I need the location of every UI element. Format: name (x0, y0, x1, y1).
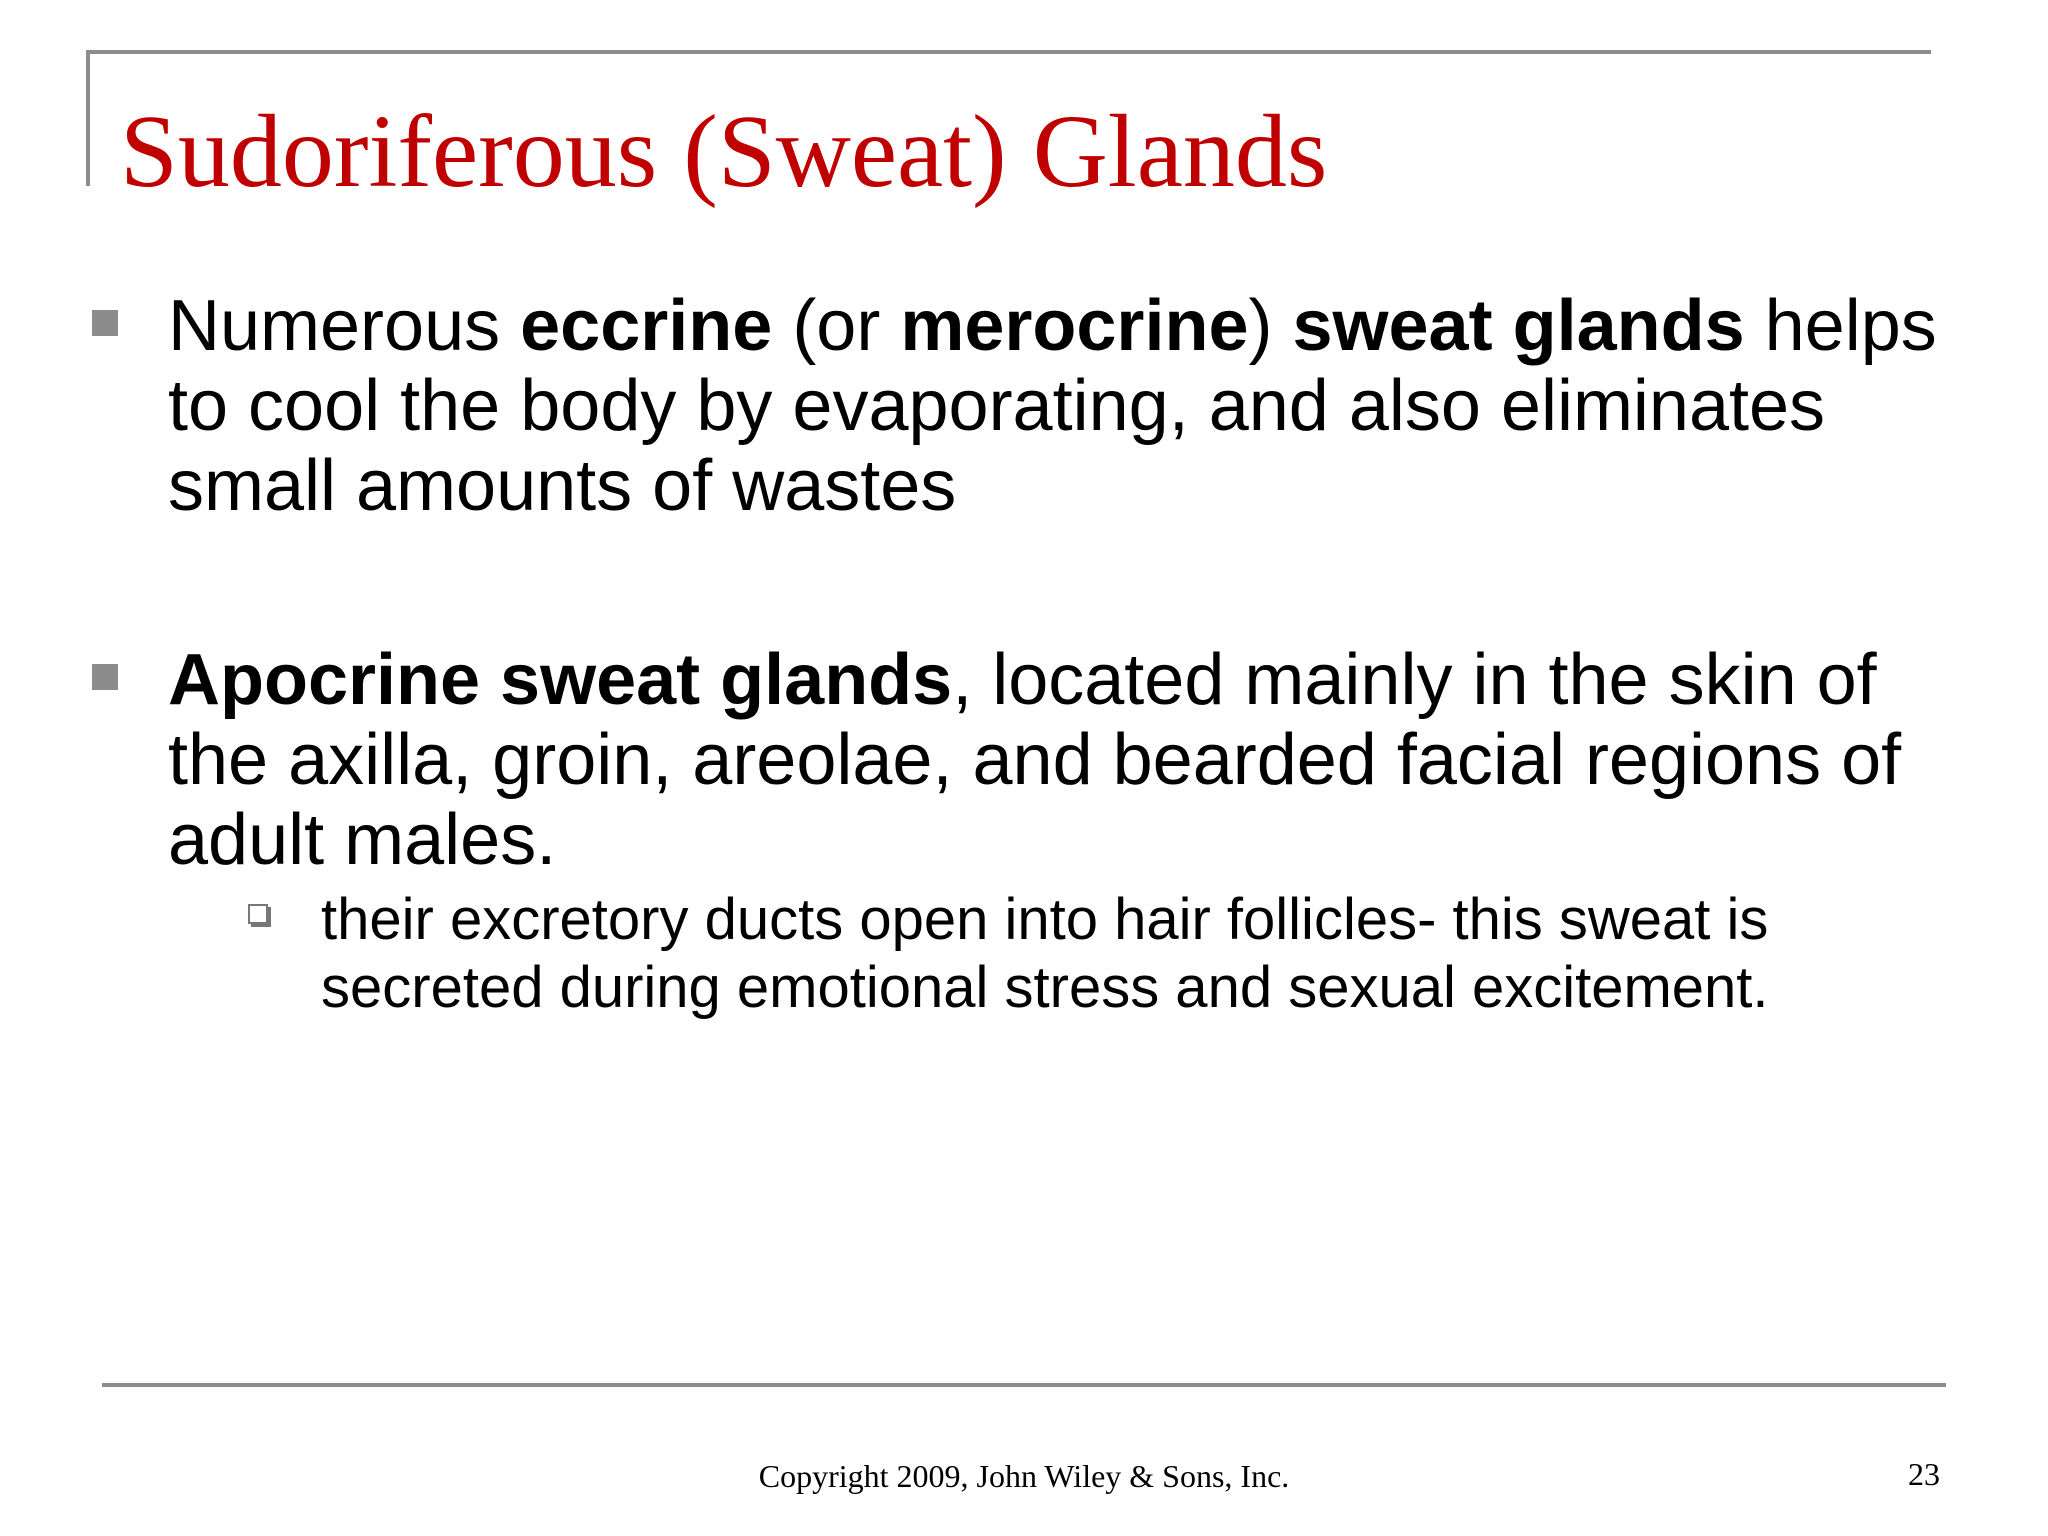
sub-bullet-text: their excretory ducts open into hair follicles- this sweat is secreted during emotional stress and sexual excitement. (321, 887, 1769, 1020)
bullet-text (168, 286, 1937, 526)
frame-left-rule (86, 50, 90, 186)
bullet-text-segment: ) (1248, 286, 1293, 366)
footer-rule (102, 1383, 1946, 1387)
bullet-item (88, 286, 1968, 526)
bullet-text-bold: merocrine (900, 286, 1249, 366)
page-number: 23 (1908, 1456, 1940, 1492)
copyright-footer: Copyright 2009, John Wiley & Sons, Inc. (758, 1458, 1290, 1494)
bullet-text-segment: helps to cool the body by evaporating, and also eliminates small amounts of wastes (168, 286, 1937, 526)
slide-body (88, 286, 1968, 1022)
bullet-text-bold: sweat glands (1292, 286, 1745, 366)
sub-bullet-item (168, 886, 1968, 1022)
square-bullet-icon (92, 664, 118, 690)
bullet-text-bold: eccrine (520, 286, 773, 366)
bullet-text (168, 640, 1901, 880)
hollow-square-bullet-icon (248, 904, 268, 924)
bullet-text-segment: Numerous (168, 286, 521, 366)
slide-title: Sudoriferous (Sweat) Glands (120, 94, 1328, 209)
square-bullet-icon (92, 310, 118, 336)
bullet-text-segment: (or (772, 286, 901, 366)
bullet-item (88, 640, 1968, 1022)
bullet-text-segment: , located mainly in the skin of the axilla, groin, areolae, and bearded facial regions of adult males. (168, 640, 1902, 880)
frame-top-rule (86, 50, 1931, 54)
bullet-text-bold: Apocrine sweat glands (168, 640, 953, 720)
